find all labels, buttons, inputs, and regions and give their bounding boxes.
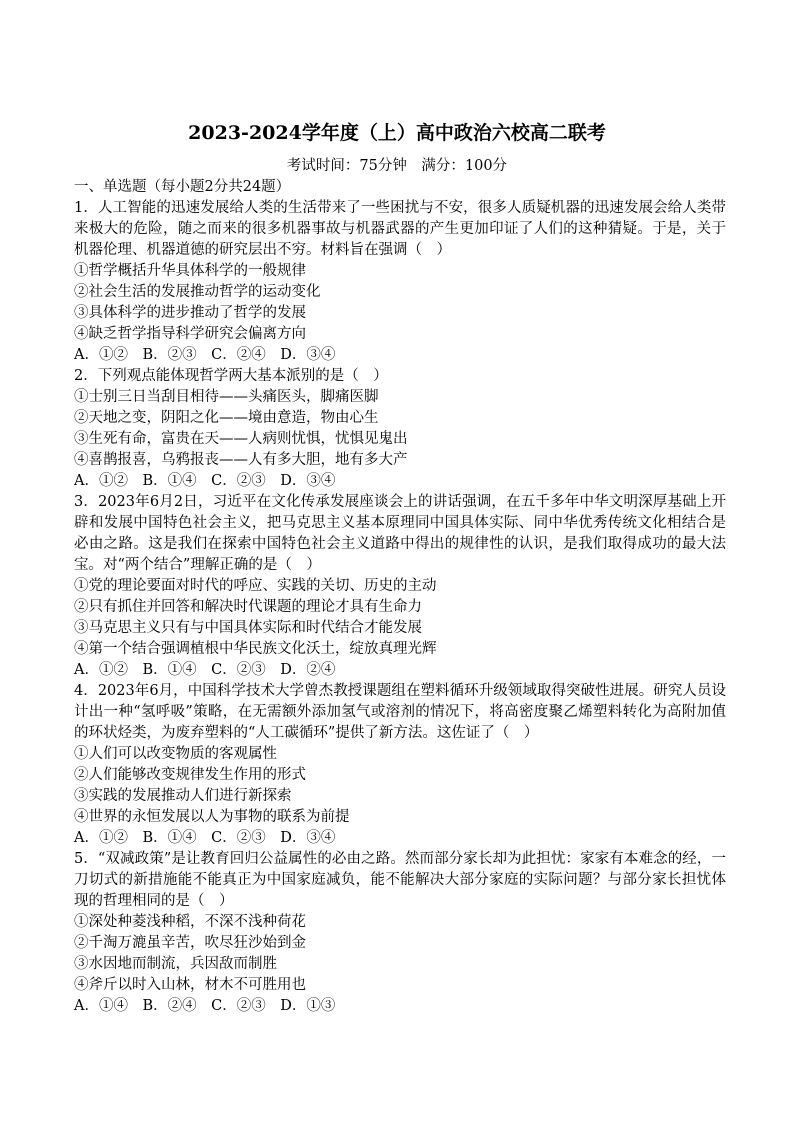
option-line: ①哲学概括升华具体科学的一般规律 <box>74 263 306 279</box>
page-title: 2023-2024学年度（上）高中政治六校高二联考 <box>188 122 606 144</box>
question-stem: 3．2023年6月2日，习近平在文化传承发展座谈会上的讲话强调，在五千多年中华文明深厚基础上开辟和发展中国特色社会主义，把马克思主义基本原理同中国具体实际、同中华优秀传统文化相结合是必由之路。这是我们在探索中国特色社会主义道路中得出的规律性的认识，是我们取得成功的最大法宝。对“两个结合”理解正确的是（ ） <box>74 494 726 573</box>
option-line: ③实践的发展推动人们进行新探索 <box>74 788 292 804</box>
question-list <box>74 177 726 1017</box>
question-1 <box>74 198 726 366</box>
question-4 <box>74 681 726 849</box>
section-heading: 一、单选题（每小题2分共24题） <box>74 179 291 195</box>
answer-choices: A．①② B．②③ C．②④ D．③④ <box>74 347 336 363</box>
question-5 <box>74 849 726 1017</box>
question-stem: 4．2023年6月，中国科学技术大学曾杰教授课题组在塑料循环升级领域取得突破性进展。研究人员设计出一种“氢呼吸”策略，在无需额外添加氢气或溶剂的情况下，将高密度聚乙烯塑料转化为高附加值的环状烃类，为废弃塑料的“人工碳循环”提供了新方法。这佐证了（ ） <box>74 683 726 741</box>
option-line: ①士别三日当刮目相待——头痛医头，脚痛医脚 <box>74 389 379 405</box>
option-line: ④缺乏哲学指导科学研究会偏离方向 <box>74 326 306 342</box>
option-line: ②社会生活的发展推动哲学的运动变化 <box>74 284 321 300</box>
option-line: ④第一个结合强调植根中华民族文化沃土，绽放真理光辉 <box>74 641 437 657</box>
option-line: ③马克思主义只有与中国具体实际和时代结合才能发展 <box>74 620 422 636</box>
option-line: ②天地之变，阴阳之化——境由意造，物由心生 <box>74 410 379 426</box>
option-line: ④喜鹊报喜，乌鸦报丧——人有多大胆，地有多大产 <box>74 452 408 468</box>
option-line: ①深处种菱浅种稻，不深不浅种荷花 <box>74 914 306 930</box>
exam-info: 考试时间：75分钟 满分：100分 <box>286 158 508 174</box>
option-line: ②千淘万漉虽辛苦，吹尽狂沙始到金 <box>74 935 306 951</box>
option-line: ②只有抓住并回答和解决时代课题的理论才具有生命力 <box>74 599 422 615</box>
question-stem: 5．“双减政策”是让教育回归公益属性的必由之路。然而部分家长却为此担忧：家家有本难念的经，一刀切式的新措施能不能真正为中国家庭减负，能不能解决大部分家庭的实际问题？与部分家长担忧体现的哲理相同的是（ ） <box>74 851 726 909</box>
answer-choices: A．①② B．①④ C．②③ D．②④ <box>74 662 336 678</box>
option-line: ①人们可以改变物质的客观属性 <box>74 746 277 762</box>
question-stem: 1．人工智能的迅速发展给人类的生活带来了一些困扰与不安，很多人质疑机器的迅速发展会给人类带来极大的危险，随之而来的很多机器事故与机器武器的产生更加印证了人们的这种猜疑。于是，关于机器伦理、机器道德的研究层出不穷。材料旨在强调（ ） <box>74 200 726 258</box>
question-2 <box>74 366 726 492</box>
question-stem: 2．下列观点能体现哲学两大基本派别的是（ ） <box>74 368 388 384</box>
answer-choices: A．①② B．①④ C．②③ D．③④ <box>74 830 336 846</box>
option-line: ①党的理论要面对时代的呼应、实践的关切、历史的主动 <box>74 578 437 594</box>
answer-choices: A．①④ B．②④ C．②③ D．①③ <box>74 998 336 1014</box>
option-line: ③具体科学的进步推动了哲学的发展 <box>74 305 306 321</box>
option-line: ②人们能够改变规律发生作用的形式 <box>74 767 306 783</box>
question-3 <box>74 492 726 681</box>
option-line: ④斧斤以时入山林，材木不可胜用也 <box>74 977 306 993</box>
option-line: ④世界的永恒发展以人为事物的联系为前提 <box>74 809 350 825</box>
answer-choices: A．①② B．①④ C．②③ D．③④ <box>74 473 336 489</box>
option-line: ③生死有命，富贵在天——人病则忧惧，忧惧见鬼出 <box>74 431 408 447</box>
option-line: ③水因地而制流，兵因敌而制胜 <box>74 956 277 972</box>
